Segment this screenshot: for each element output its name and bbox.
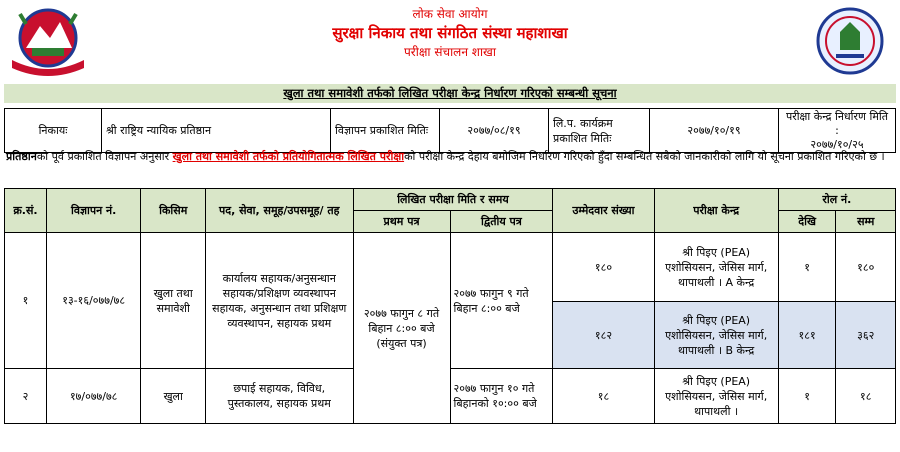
row-candidates: १८ [553,369,654,424]
table-row [5,233,896,302]
agency-label: निकायः [5,109,102,153]
note-highlight: खुला तथा समावेशी तर्फको प्रतियोगितात्मक लिखित परीक्षा [172,150,405,163]
center-date-value: २०७७/१०/२५ [810,138,864,151]
row-candidates: १८२ [553,302,654,369]
col-center: परीक्षा केन्द्र [654,189,778,233]
row-roll-from: १ [778,233,836,302]
agency-value: श्री राष्ट्रिय न्यायिक प्रतिष्ठान [102,109,331,153]
row-post: कार्यालय सहायक/अनुसन्धान सहायक/प्रशिक्षण व्यवस्थापन सहायक, अनुसन्धान तथा प्रशिक्षण व्यवस्थापन, सहायक प्रथम [206,233,354,369]
row-roll-to: १८० [836,233,896,302]
row-sn: २ [5,369,47,424]
col-sn: क्र.सं. [5,189,47,233]
row-sn: १ [5,233,47,369]
section-name: परीक्षा संचालन शाखा [403,45,496,59]
row-center: श्री पिइए (PEA) एशोसियसन, जेसिस मार्ग, थापाथली । [654,369,778,424]
ad-date-value: २०७७/०८/१९ [440,109,549,153]
notice-paragraph [6,147,894,166]
col-roll-to: सम्म [836,211,896,233]
row-type: खुला [141,369,206,424]
row-roll-from: १८१ [778,302,836,369]
col-roll-from: देखि [778,211,836,233]
col-exam-datetime: लिखित परीक्षा मिति र समय [353,189,553,211]
division-name: सुरक्षा निकाय तथा संगठित संस्था महाशाखा [332,24,568,42]
row-center: श्री पिइए (PEA) एशोसियसन, जेसिस मार्ग, थापाथली । A केन्द्र [654,233,778,302]
col-ad-no: विज्ञापन नं. [46,189,141,233]
row-candidates: १८० [553,233,654,302]
table-row [5,369,896,424]
row-roll-to: ३६२ [836,302,896,369]
col-paper2: द्वितीय पत्र [450,211,553,233]
schedule-date-label: लि.प. कार्यक्रम प्रकाशित मितिः [549,109,650,153]
row-ad-no: १७/०७७/७८ [46,369,141,424]
col-roll: रोल नं. [778,189,895,211]
note-text-1: को पूर्व प्रकाशित विज्ञापन अनुसार [36,150,173,163]
schedule-date-value: २०७७/१०/१९ [650,109,779,153]
exam-center-table [4,188,896,424]
row-roll-from: १ [778,369,836,424]
col-post: पद, सेवा, समूह/उपसमूह/ तह [206,189,354,233]
row-paper2: २०७७ फागुन ९ गते बिहान ८:०० बजे [450,233,553,369]
commission-name: लोक सेवा आयोग [412,7,488,21]
row-paper1: २०७७ फागुन ८ गते बिहान ८:०० बजे (संयुक्त पत्र) [353,233,450,424]
center-date-cell [779,109,896,153]
page-header [0,0,900,80]
ad-date-label: विज्ञापन प्रकाशित मितिः [331,109,440,153]
row-center: श्री पिइए (PEA) एशोसियसन, जेसिस मार्ग, थापाथली । B केन्द्र [654,302,778,369]
row-type: खुला तथा समावेशी [141,233,206,369]
notice-title: खुला तथा समावेशी तर्फको लिखित परीक्षा केन्द्र निर्धारण गरिएको सम्बन्धी सूचना [4,84,896,103]
col-paper1: प्रथम पत्र [353,211,450,233]
row-post: छपाई सहायक, विविध, पुस्तकालय, सहायक प्रथम [206,369,354,424]
center-date-label: परीक्षा केन्द्र निर्धारण मिति : [785,110,889,137]
note-text-2: को परीक्षा केन्द्र देहाय बमोजिम निर्धारण गरिएको हुँदा सम्बन्धित सबैको जानकारीको लागि यो सूचना प्रकाशित गरिएको छ । [404,150,885,163]
institute-seal-icon [812,6,888,76]
col-candidates: उम्मेदवार संख्या [553,189,654,233]
note-bold-start: प्रतिष्ठान [6,150,37,163]
row-ad-no: १३-१६/०७७/७८ [46,233,141,369]
row-roll-to: १८ [836,369,896,424]
col-type: किसिम [141,189,206,233]
row-paper2: २०७७ फागुन १० गते बिहानको १०:०० बजे [450,369,553,424]
